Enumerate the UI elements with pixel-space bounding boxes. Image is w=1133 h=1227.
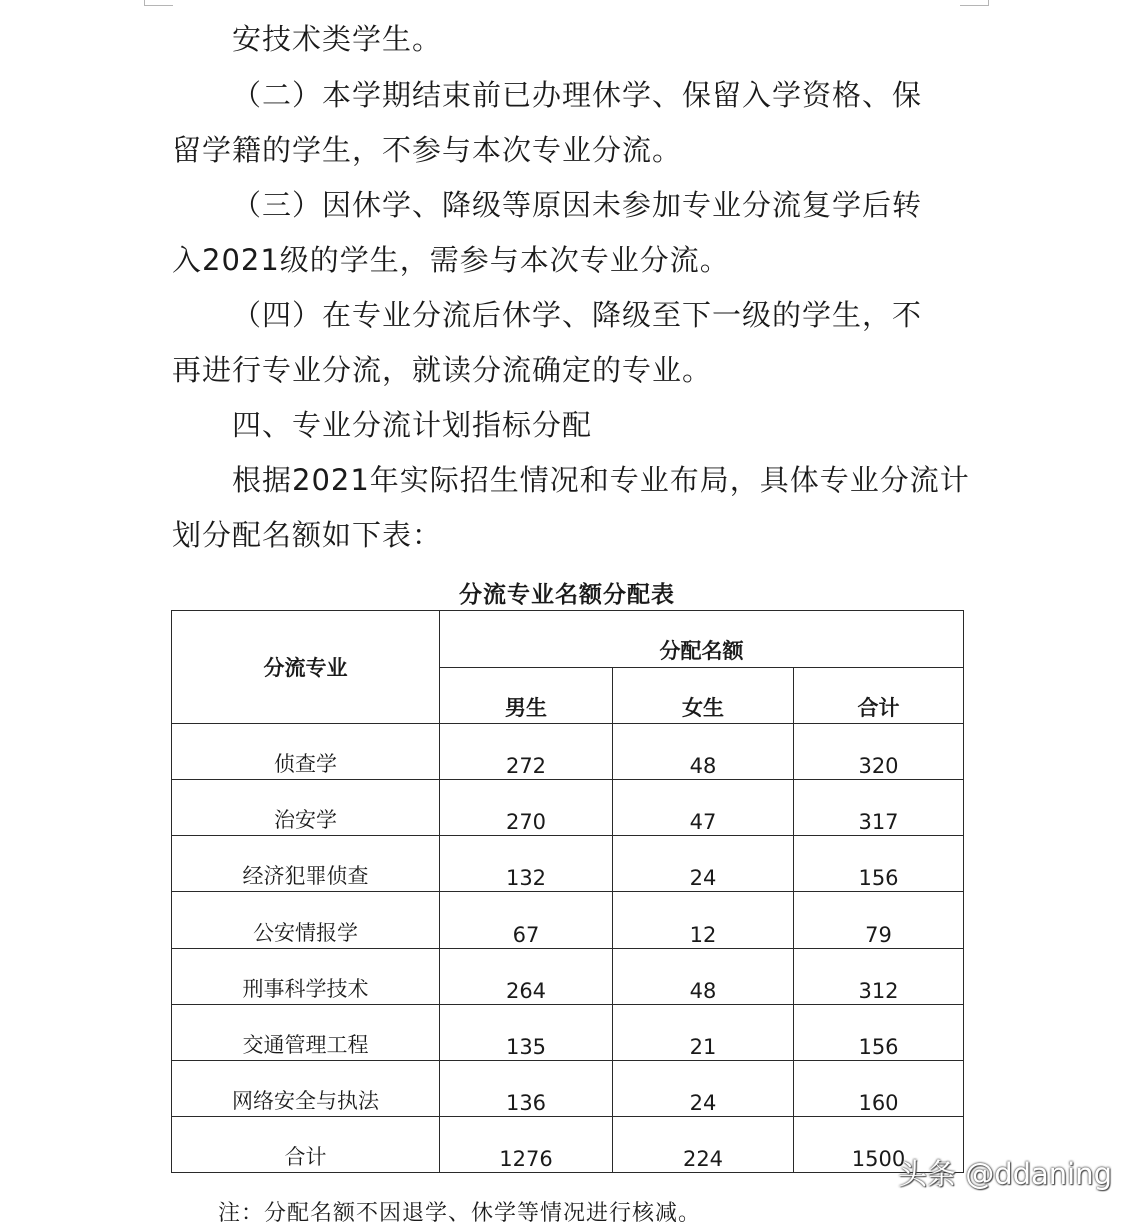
quota-table xyxy=(171,610,964,1173)
cell-male: 136 xyxy=(440,1060,613,1116)
cell-total: 317 xyxy=(794,780,964,836)
table-row xyxy=(172,780,964,836)
cell-male: 132 xyxy=(440,836,613,892)
cell-total: 312 xyxy=(794,948,964,1004)
table-row xyxy=(172,1004,964,1060)
table-row xyxy=(172,892,964,948)
cell-major: 交通管理工程 xyxy=(172,1004,440,1060)
cell-female: 48 xyxy=(613,948,794,1004)
section-heading: 四、专业分流计划指标分配 xyxy=(232,408,593,442)
paragraph-line: 留学籍的学生，不参与本次专业分流。 xyxy=(172,133,683,167)
header-quota-group: 分配名额 xyxy=(440,611,964,668)
cell-total: 156 xyxy=(794,1004,964,1060)
paragraph-line: 划分配名额如下表： xyxy=(172,518,443,552)
paragraph-line: （二）本学期结束前已办理休学、保留入学资格、保 xyxy=(232,78,923,112)
table-title: 分流专业名额分配表 xyxy=(459,582,675,608)
cell-total: 79 xyxy=(794,892,964,948)
cell-male: 135 xyxy=(440,1004,613,1060)
table-total-row xyxy=(172,1116,964,1172)
table-row xyxy=(172,724,964,780)
watermark: 头条 @ddaning xyxy=(898,1157,1113,1191)
paragraph-line: 入2021级的学生，需参与本次专业分流。 xyxy=(172,243,730,277)
paragraph-line: （四）在专业分流后休学、降级至下一级的学生，不 xyxy=(232,298,923,332)
cell-major: 治安学 xyxy=(172,780,440,836)
cell-female: 24 xyxy=(613,1060,794,1116)
table-row xyxy=(172,1060,964,1116)
table-row xyxy=(172,836,964,892)
paragraph-line: （三）因休学、降级等原因未参加专业分流复学后转 xyxy=(232,188,923,222)
table-note: 注：分配名额不因退学、休学等情况进行核减。 xyxy=(218,1201,702,1226)
page-corner-mark-right xyxy=(960,0,989,6)
table-row xyxy=(172,948,964,1004)
cell-major: 侦查学 xyxy=(172,724,440,780)
cell-total: 160 xyxy=(794,1060,964,1116)
cell-male: 270 xyxy=(440,780,613,836)
cell-total: 1500 xyxy=(794,1116,964,1172)
page-corner-mark-left xyxy=(144,0,173,6)
cell-major: 经济犯罪侦查 xyxy=(172,836,440,892)
cell-female: 224 xyxy=(613,1116,794,1172)
cell-male: 264 xyxy=(440,948,613,1004)
paragraph-line: 再进行专业分流，就读分流确定的专业。 xyxy=(172,353,713,387)
header-male: 男生 xyxy=(440,668,613,724)
cell-female: 24 xyxy=(613,836,794,892)
paragraph-line: 安技术类学生。 xyxy=(232,22,443,56)
cell-female: 48 xyxy=(613,724,794,780)
header-total: 合计 xyxy=(794,668,964,724)
cell-major: 网络安全与执法 xyxy=(172,1060,440,1116)
cell-male: 1276 xyxy=(440,1116,613,1172)
cell-female: 21 xyxy=(613,1004,794,1060)
header-female: 女生 xyxy=(613,668,794,724)
cell-major: 公安情报学 xyxy=(172,892,440,948)
cell-major: 刑事科学技术 xyxy=(172,948,440,1004)
paragraph-line: 根据2021年实际招生情况和专业布局，具体专业分流计 xyxy=(232,463,970,497)
cell-total: 320 xyxy=(794,724,964,780)
header-major: 分流专业 xyxy=(172,611,440,724)
cell-female: 47 xyxy=(613,780,794,836)
cell-male: 67 xyxy=(440,892,613,948)
cell-major: 合计 xyxy=(172,1116,440,1172)
cell-female: 12 xyxy=(613,892,794,948)
cell-male: 272 xyxy=(440,724,613,780)
cell-total: 156 xyxy=(794,836,964,892)
